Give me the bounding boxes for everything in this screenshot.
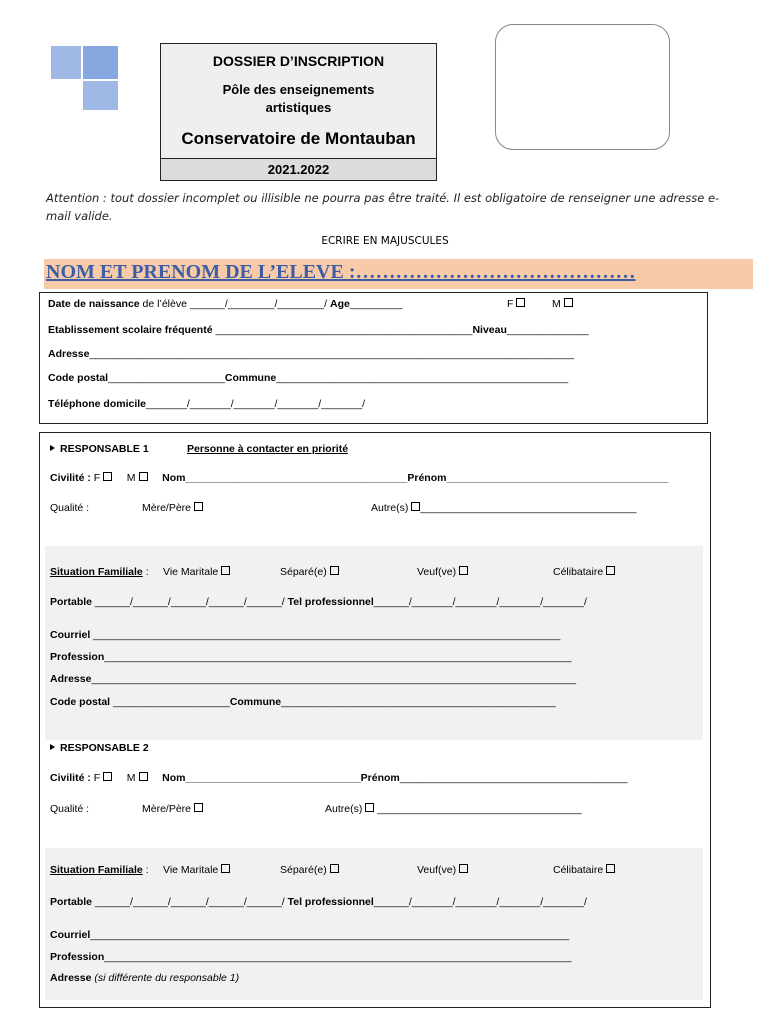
student-name-heading: NOM ET PRENOM DE L’ELEVE :…………………………………… — [46, 261, 636, 283]
caps-instruction: ECRIRE EN MAJUSCULES — [321, 235, 449, 247]
triangle-bullet-icon — [50, 744, 55, 750]
resp2-mere-pere-checkbox[interactable]: Mère/Père — [142, 803, 203, 816]
checkbox-icon — [194, 502, 203, 511]
photo-frame[interactable] — [495, 24, 670, 150]
resp1-autres-field[interactable]: Autre(s) _____________________________________ — [371, 502, 637, 514]
title-box — [160, 43, 437, 181]
resp1-title: RESPONSABLE 1 — [50, 443, 149, 456]
resp2-phone-row[interactable]: Portable ______/______/______/______/______/ Tel professionnel______/_______/_______/_______/_______/ — [50, 896, 587, 908]
warning-text: Attention : tout dossier incomplet ou illisible ne pourra pas être traité. Il est obligatoire de renseigner une adresse e-mail valide. — [46, 191, 720, 223]
resp2-profession-row[interactable]: Profession________________________________________________________________________________ — [50, 951, 572, 963]
resp2-civility[interactable]: Civilité : F M Nom______________________________Prénom_______________________________________ — [50, 772, 628, 784]
student-name-field[interactable] — [44, 259, 753, 289]
checkbox-icon — [606, 566, 615, 575]
dob-label: Date de naissance — [48, 298, 140, 310]
checkbox-icon — [516, 298, 525, 307]
school-year: 2021.2022 — [267, 162, 330, 177]
resp1-situation-label: Situation Familiale : — [50, 566, 149, 578]
resp1-civility[interactable]: Civilité : F M Nom______________________________________Prénom______________________________________ — [50, 472, 669, 484]
resp1-celibataire-checkbox[interactable]: Célibataire — [553, 566, 615, 579]
checkbox-icon — [194, 803, 203, 812]
checkbox-icon — [103, 472, 112, 481]
checkbox-icon — [459, 864, 468, 873]
checkbox-icon — [411, 502, 420, 511]
resp1-veuf-checkbox[interactable]: Veuf(ve) — [417, 566, 468, 579]
student-postal-row[interactable]: Code postal____________________Commune__________________________________________________ — [48, 372, 569, 384]
conservatoire-name: Conservatoire de Montauban — [181, 129, 416, 148]
checkbox-icon — [564, 298, 573, 307]
resp2-adresse-row[interactable]: Adresse (si différente du responsable 1) — [50, 972, 240, 984]
triangle-bullet-icon — [50, 445, 55, 451]
document-title: DOSSIER D’INSCRIPTION — [212, 53, 385, 69]
resp2-vie-maritale-checkbox[interactable]: Vie Maritale — [163, 864, 230, 877]
checkbox-icon — [606, 864, 615, 873]
checkbox-icon — [139, 772, 148, 781]
student-phone-row[interactable]: Téléphone domicile_______/_______/_______/_______/_______/ — [48, 398, 366, 410]
resp1-qualite-label: Qualité : — [50, 502, 90, 514]
dob-row[interactable]: Date de naissance de l’élève ______/________/________/ Age_________ — [48, 298, 403, 310]
resp1-separe-checkbox[interactable]: Séparé(e) — [280, 566, 339, 579]
resp1-phone-row[interactable]: Portable ______/______/______/______/______/ Tel professionnel______/_______/_______/_______/_______/ — [50, 596, 587, 608]
checkbox-icon — [459, 566, 468, 575]
resp2-qualite-label: Qualité : — [50, 803, 90, 815]
resp1-adresse-row[interactable]: Adresse___________________________________________________________________________________ — [50, 673, 577, 685]
checkbox-icon — [365, 803, 374, 812]
resp2-separe-checkbox[interactable]: Séparé(e) — [280, 864, 339, 877]
school-row[interactable]: Etablissement scolaire fréquenté ____________________________________________Niveau______________ — [48, 324, 589, 336]
resp2-situation-label: Situation Familiale : — [50, 864, 149, 876]
resp1-mere-pere-checkbox[interactable]: Mère/Père — [142, 502, 203, 515]
resp2-autres-field[interactable]: Autre(s) ___________________________________ — [325, 803, 582, 815]
checkbox-icon — [103, 772, 112, 781]
checkbox-icon — [330, 864, 339, 873]
resp1-postal-row[interactable]: Code postal ____________________Commune_______________________________________________ — [50, 696, 556, 708]
pole-title: Pôle des enseignements artistiques — [222, 82, 375, 115]
checkbox-icon — [221, 864, 230, 873]
resp2-celibataire-checkbox[interactable]: Célibataire — [553, 864, 615, 877]
resp1-profession-row[interactable]: Profession________________________________________________________________________________ — [50, 651, 572, 663]
resp1-vie-maritale-checkbox[interactable]: Vie Maritale — [163, 566, 230, 579]
student-address-row[interactable]: Adresse___________________________________________________________________________________ — [48, 348, 575, 360]
age-label: Age — [329, 298, 350, 310]
adresse-note: (si différente du responsable 1) — [94, 972, 240, 984]
resp2-courriel-row[interactable]: Courriel__________________________________________________________________________________ — [50, 929, 570, 941]
priority-contact-label: Personne à contacter en priorité — [187, 443, 349, 455]
resp1-courriel-row[interactable]: Courriel ________________________________________________________________________________ — [50, 629, 561, 641]
resp2-veuf-checkbox[interactable]: Veuf(ve) — [417, 864, 468, 877]
checkbox-icon — [139, 472, 148, 481]
sex-m-checkbox[interactable]: M — [552, 298, 573, 311]
logo-image — [51, 46, 118, 110]
checkbox-icon — [330, 566, 339, 575]
sex-f-checkbox[interactable]: F — [507, 298, 525, 311]
resp2-title: RESPONSABLE 2 — [50, 742, 149, 755]
checkbox-icon — [221, 566, 230, 575]
